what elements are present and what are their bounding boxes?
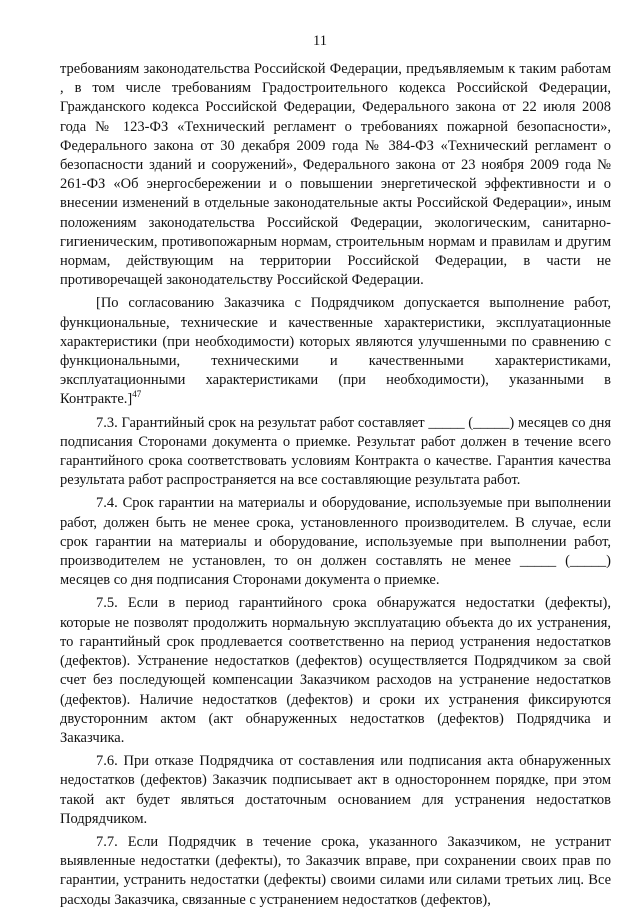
paragraph-requirements-continuation: требованиям законодательства Российской Федерации, предъявляемым к таким работам , в том числе требованиям Градостроительного кодекса Российской Федерации, Гражданского кодекса Российской Федерации, Федерального закона от 22 июля 2008 года № 123-ФЗ «Технический регламент о требованиях пожарной безопасности», Федерального закона от 30 декабря 2009 года № 384-ФЗ «Технический регламент о безопасности зданий и сооружений», Федерального закона от 23 ноября 2009 года № 261-ФЗ «Об энергосбережении и о повышении энергетической эффективности и о внесении изменений в отдельные законодательные акты Российской Федерации», иным положениям законодательства Российской Федерации, экологическим, санитарно-гигиеническим, противопожарным нормам, строительным нормам и правилам и другим нормам, действующим на территории Российской Федерации, в части не противоречащей законодательству Российской Федерации. (60, 61, 611, 289)
document-body (60, 60, 611, 914)
paragraph-improved-characteristics (60, 294, 611, 409)
footnote-marker: 47 (132, 389, 142, 400)
paragraph-7-4-materials-warranty: 7.4. Срок гарантии на материалы и оборудование, используемые при выполнении работ, должен быть не менее срока, установленного производителем. В случае, если срок гарантии на материалы и оборудование, используемые при выполнении работ, производителем не установлен, то он должен составлять не менее _____ (_____) месяцев со дня подписания Сторонами документа о приемке. (60, 495, 611, 589)
page-number: 11 (313, 33, 327, 49)
paragraph-improved-characteristics-text: [По согласованию Заказчика с Подрядчиком допускается выполнение работ, функциональные, технические и качественные характеристики, эксплуатационные характеристики (при необходимости) которых являются улучшенными по сравнению с функциональными, техническими и качественными характеристиками, эксплуатационными характеристиками (при необходимости), указанными в Контракте.] (60, 295, 611, 408)
paragraph-7-3-warranty-period: 7.3. Гарантийный срок на результат работ составляет _____ (_____) месяцев со дня подписания Сторонами документа о приемке. Результат работ должен в течение всего гарантийного срока соответствовать условиям Контракта о качестве. Гарантия качества результата работ распространяется на все составляющие результата работ. (60, 414, 611, 489)
paragraph-7-6-refusal: 7.6. При отказе Подрядчика от составления или подписания акта обнаруженных недостатков (дефектов) Заказчик подписывает акт в одностороннем порядке, при этом такой акт будет являться достаточным основанием для устранения недостатков Подрядчиком. (60, 753, 611, 827)
paragraph-7-5-defects: 7.5. Если в период гарантийного срока обнаружатся недостатки (дефекты), которые не позволят продолжить нормальную эксплуатацию объекта до их устранения, то гарантийный срок продлевается соответственно на период устранения недостатков (дефектов). Устранение недостатков (дефектов) осуществляется Подрядчиком за свой счет без последующей компенсации Заказчиком расходов на устранение недостатков (дефектов). Наличие недостатков (дефектов) и сроки их устранения фиксируются двусторонним актом (акт обнаруженных недостатков (дефектов) Подрядчика и Заказчика. (60, 595, 611, 746)
paragraph-7-7-unremedied-defects: 7.7. Если Подрядчик в течение срока, указанного Заказчиком, не устранит выявленные недостатки (дефекты), то Заказчик вправе, при сохранении своих прав по гарантии, устранить недостатки (дефекты) своими силами или силами третьих лиц. Все расходы Заказчика, связанные с устранением недостатков (дефектов), (60, 833, 611, 908)
